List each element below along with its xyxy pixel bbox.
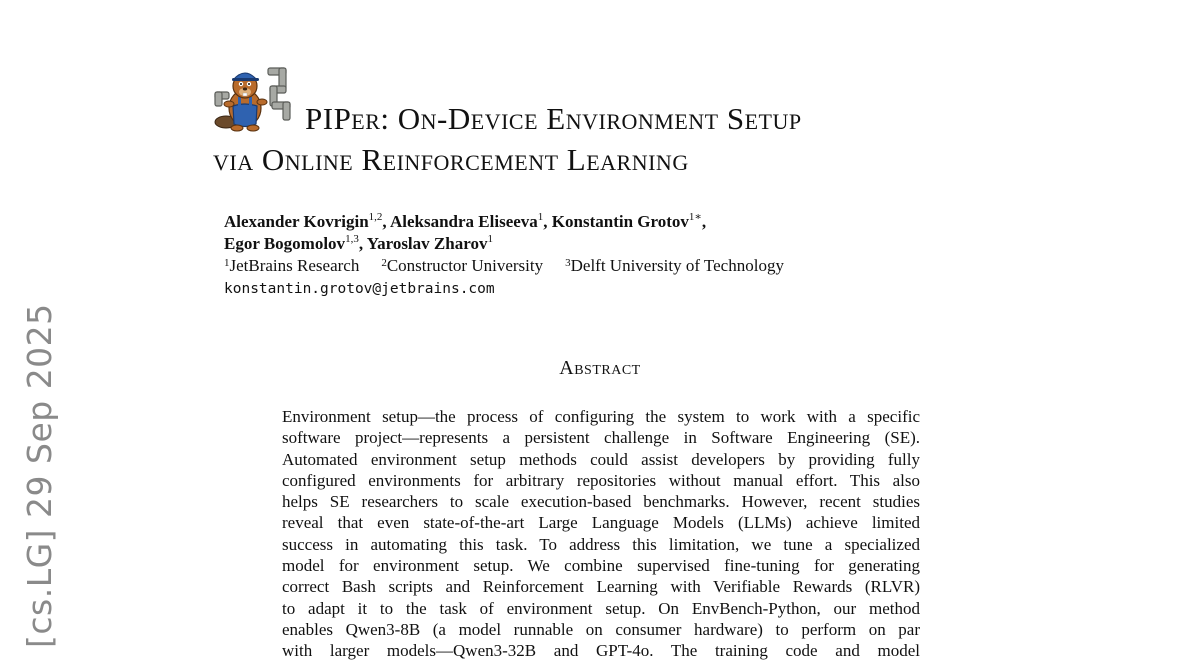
abstract-line: model for environment setup. We combine supervised fine-tuning for generating bbox=[282, 556, 920, 576]
affiliation-name: Delft University of Technology bbox=[570, 256, 784, 275]
title-line-2: via Online Reinforcement Learning bbox=[213, 142, 689, 177]
author-name: Alexander Kovrigin bbox=[224, 212, 369, 231]
affiliation-mark: 3 bbox=[565, 257, 571, 269]
abstract-line: with larger models—Qwen3-32B and GPT-4o. The training code and model bbox=[282, 641, 920, 661]
abstract-heading: Abstract bbox=[559, 357, 641, 379]
author-affiliation-mark: 1 bbox=[537, 211, 544, 223]
author-affiliation-mark: 1,3 bbox=[345, 233, 359, 245]
affiliation-name: Constructor University bbox=[386, 256, 544, 275]
affiliation-list bbox=[224, 256, 784, 276]
contact-email[interactable]: konstantin.grotov@jetbrains.com bbox=[224, 281, 495, 297]
abstract-line: success in automating this task. To address this limitation, we tune a specialized bbox=[282, 534, 920, 554]
author-affiliation-mark: 1,2 bbox=[368, 211, 383, 223]
abstract-line: software project—represents a persistent challenge in Software Engineering (SE). bbox=[282, 428, 920, 448]
abstract-line: correct Bash scripts and Reinforcement Learning with Verifiable Rewards (RLVR) bbox=[282, 577, 920, 597]
author-name: Egor Bogomolov bbox=[224, 234, 346, 253]
paper-title bbox=[213, 98, 973, 180]
abstract-body bbox=[282, 406, 920, 662]
affiliation-mark: 2 bbox=[381, 257, 387, 269]
abstract-line: reveal that even state-of-the-art Large Language Models (LLMs) achieve limited bbox=[282, 513, 920, 533]
author-affiliation-mark: 1 bbox=[487, 233, 493, 245]
abstract-line: Automated environment setup methods could assist developers by providing fully bbox=[282, 449, 920, 469]
author-list bbox=[224, 211, 984, 255]
author-separator: , bbox=[382, 212, 390, 231]
affiliation-mark: 1 bbox=[224, 257, 230, 269]
author-separator: , bbox=[358, 234, 367, 253]
abstract-line: helps SE researchers to scale execution-based benchmarks. However, recent studies bbox=[282, 492, 920, 512]
affiliation-name: JetBrains Research bbox=[229, 256, 360, 275]
title-line-1: PIPer: On-Device Environment Setup bbox=[305, 101, 802, 136]
abstract-line: configured environments for arbitrary repositories without manual effort. This also bbox=[282, 470, 920, 490]
abstract-line: Environment setup—the process of configuring the system to work with a specific bbox=[282, 407, 920, 426]
author-affiliation-mark: 1∗ bbox=[688, 211, 702, 223]
author-name: Yaroslav Zharov bbox=[366, 234, 488, 253]
abstract-line: enables Qwen3-8B (a model runnable on consumer hardware) to perform on par bbox=[282, 619, 920, 639]
author-name: Konstantin Grotov bbox=[551, 212, 689, 231]
author-separator: , bbox=[701, 212, 707, 231]
arxiv-side-stamp: [cs.LG] 29 Sep 2025 bbox=[20, 303, 59, 648]
abstract-line: to adapt it to the task of environment setup. On EnvBench-Python, our method bbox=[282, 598, 920, 618]
author-name: Aleksandra Eliseeva bbox=[389, 212, 538, 231]
author-separator: , bbox=[543, 212, 552, 231]
